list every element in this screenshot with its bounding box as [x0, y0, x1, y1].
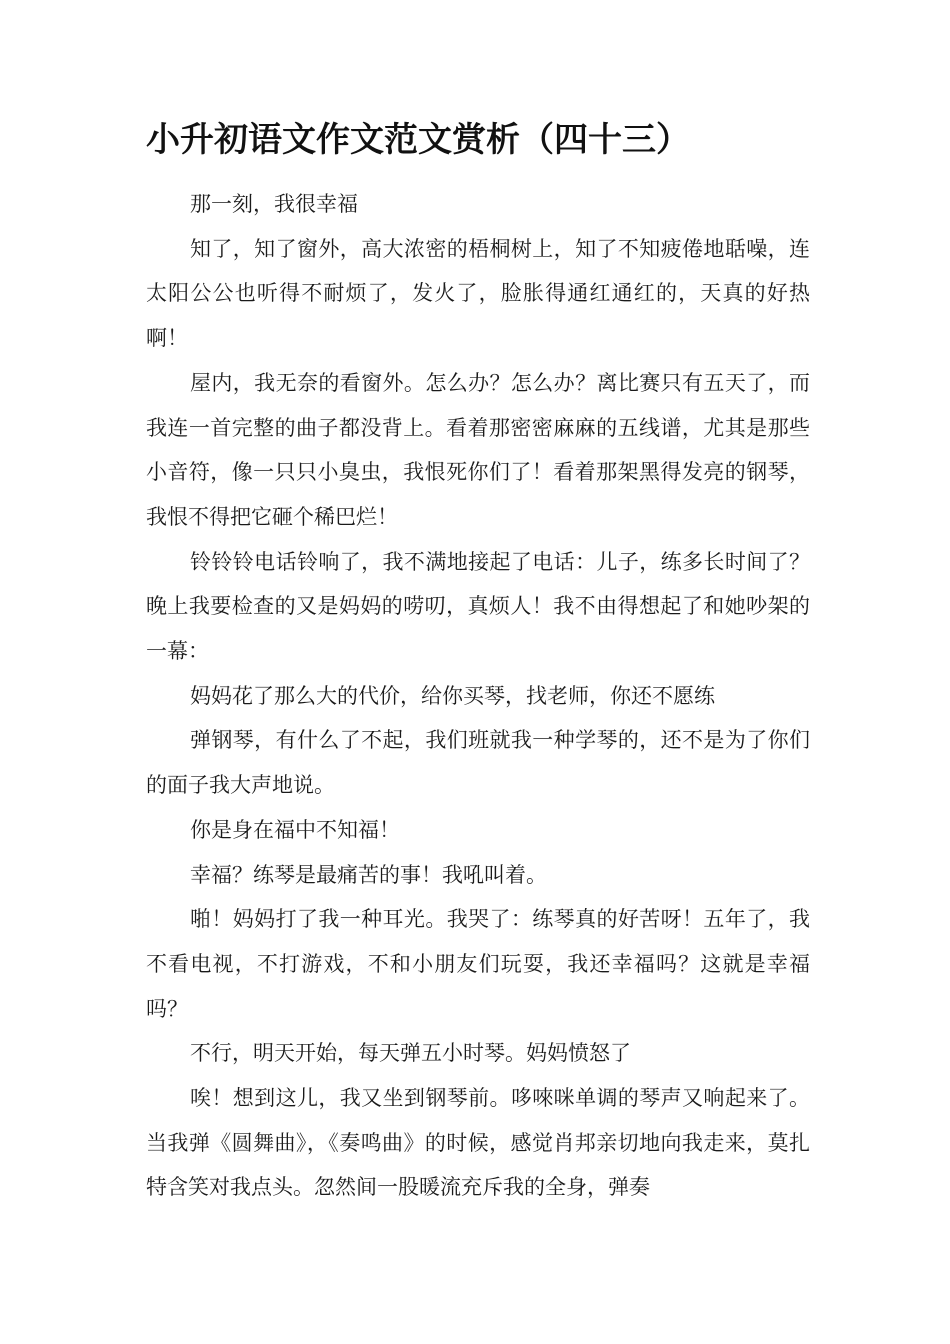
document-title: 小升初语文作文范文赏析（四十三） — [146, 120, 690, 160]
paragraph: 你是身在福中不知福！ — [190, 817, 400, 842]
paragraph: 唉！想到这儿，我又坐到钢琴前。哆唻咪单调的琴声又响起来了。当我弹《圆舞曲》，《奏鸣曲》的时候，感觉肖邦亲切地向我走来，莫扎特含笑对我点头。忽然间一股暖流充斥我的全身，弹奏 — [146, 1086, 810, 1200]
paragraph: 啪！妈妈打了我一种耳光。我哭了：练琴真的好苦呀！五年了，我不看电视，不打游戏，不和小朋友们玩耍，我还幸福吗？这就是幸福吗？ — [146, 907, 810, 1021]
paragraph-subtitle: 那一刻，我很幸福 — [190, 192, 358, 216]
paragraph: 铃铃铃电话铃响了，我不满地接起了电话：儿子，练多长时间了？晚上我要检查的又是妈妈的唠叨，真烦人！我不由得想起了和她吵架的一幕： — [146, 549, 810, 664]
paragraph: 妈妈花了那么大的代价，给你买琴，找老师，你还不愿练 — [190, 683, 715, 708]
paragraph: 不行，明天开始，每天弹五小时琴。妈妈愤怒了 — [190, 1041, 631, 1066]
document-body — [146, 182, 810, 1210]
paragraph: 弹钢琴，有什么了不起，我们班就我一种学琴的，还不是为了你们的面子我大声地说。 — [146, 728, 810, 798]
paragraph: 知了，知了窗外，高大浓密的梧桐树上，知了不知疲倦地聒噪，连太阳公公也听得不耐烦了，发火了，脸胀得通红通红的，天真的好热啊！ — [146, 236, 810, 351]
paragraph: 幸福？练琴是最痛苦的事！我吼叫着。 — [190, 862, 547, 887]
paragraph: 屋内，我无奈的看窗外。怎么办？怎么办？离比赛只有五天了，而我连一首完整的曲子都没背上。看着那密密麻麻的五线谱，尤其是那些小音符，像一只只小臭虫，我恨死你们了！看着那架黑得发亮的钢琴，我恨不得把它砸个稀巴烂！ — [146, 370, 810, 529]
